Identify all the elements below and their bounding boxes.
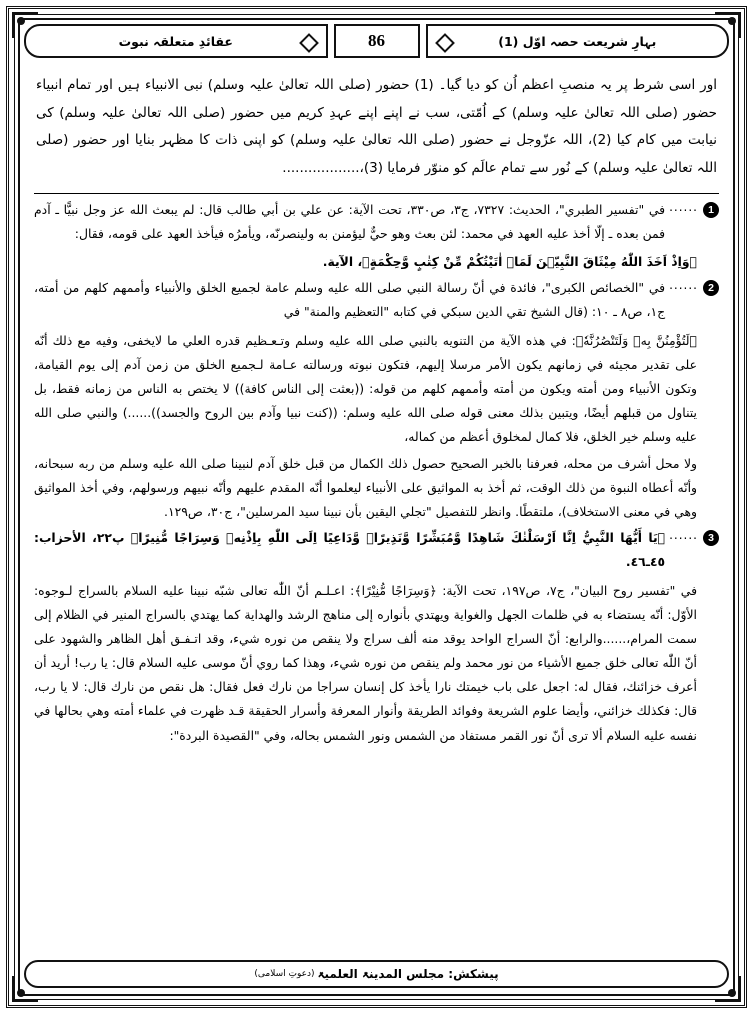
footnote-number-1: 1 — [703, 202, 719, 218]
footnote-2 — [34, 276, 719, 324]
arabic-body-paragraph-1: ﴿لَتُؤْمِنُنَّ بِهٖ وَلَتَنْصُرُنَّهٗ﴾: في هذه الآية من التنويه بالنبي صلى الله عليه وسلم وتـعـظيم قدره العلي ما لايخفى، وفيه مع ذلك أنّه على تقدير مجيئه في زمانهم يكون الأمر مرسلا إليهم، فتكون نبوته ورسالته عـامة لـجميع الخلق من زمن آدم إلى يوم القيامة، وتكون الأنبياء ومن أمته ويكون من أمته وأممهم كلهم من قوله: ((بعثت إلى الناس كافة)) لا يختص به الناس من زمانه فقط، بل يتناول من قبلهم أيضًا، ويتبين بذلك معنى قوله صلى الله عليه وسلم: ((كنت نبيا وآدم بين الروح والجسد))......) والنبي صلى الله عليه وسلم خير الخلق، فلا كمال لمخلوق أعظم من كماله، — [34, 332, 697, 445]
main-urdu-paragraph: اور اسی شرط پر یہ منصبِ اعظم اُن کو دیا گیا۔ (1) حضور (صلی اللہ تعالیٰ علیہ وسلم) نبی الانبیاء ہیں اور تمام انبیاء حضور (صلی اللہ تعالیٰ علیہ وسلم) کے اُمّتی، سب نے اپنے اپنے عہدِ کریم میں حضور (صلی اللہ تعالیٰ علیہ وسلم) کی نیابت میں کام کیا (2)، اللہ عزّوجل نے حضور (صلی اللہ تعالیٰ علیہ وسلم) کو اپنی ذات کا مظہر بنایا اور حضور (صلی اللہ تعالیٰ علیہ وسلم) کے نُور سے تمام عالَم کو منوّر فرمایا (3)،.................. — [36, 77, 718, 177]
page-number: 86 — [334, 24, 420, 58]
footnote-leader-3: ...... — [669, 528, 698, 543]
footnote-number-3: 3 — [703, 530, 719, 546]
footnote-3 — [34, 526, 719, 574]
page-content — [34, 66, 719, 952]
page-header — [24, 24, 729, 58]
footnote-leader-2: ...... — [669, 278, 698, 293]
diamond-ornament-icon — [435, 33, 455, 53]
header-chapter-title-text: عقائدِ متعلقہ نبوت — [118, 33, 233, 49]
arabic-body-paragraph-3: في "تفسير روح البيان"، ج٧، ص١٩٧، تحت الآية: ﴿وَسِرَاجًا مُّنِيْرًا﴾: اعـلـم أنّ اللّٰه تعالى شبّه نبينا عليه السلام بالسراج لـوجوه: الأوّل: أنّه يستضاء به في ظلمات الجهل والغواية ويهتدي بأنواره إلى مناهج الرشد والهداية كما يهتدي بالسراج المنير في الظلام إلى سمت المرام،......والرابع: أنّ السراج الواحد يوقد منه ألف سراج ولا ينقص من نوره شيء، وقد اتـفـق أهل الظاهر والشهود على أنّ اللّٰه تعالى خلق جميع الأشياء من نور محمد ولم ينقص من نوره شيء، وهذا كما روي أنّ موسى عليه السلام قال: يا رب! أريد أن أعرف خزائنك، فقال له: اجعل على باب خيمتك نارا يأخذ كل إنسان سراجا من نارك فعل فقال: هل نقص من نارك قال: لا يا رب، قال: فكذلك خزائني، وأيضا علوم الشريعة وفوائد الطريقة وأنوار المعرفة وأسرار الحقيقة قـد ظهرت في علماء أمته وهي بحالها في نفسه عليه السلام ألا ترى أنّ نور القمر مستفاد من الشمس ونور الشمس بحاله، وفي "القصيدة البردة": — [34, 582, 697, 743]
header-book-title-text: بہارِ شریعت حصہ اوّل (1) — [498, 33, 657, 49]
footer-publisher-subtext: (دعوتِ اسلامی) — [254, 969, 315, 979]
footnote-divider — [34, 193, 719, 194]
footnote-number-2: 2 — [703, 280, 719, 296]
header-chapter-title — [24, 24, 328, 58]
footnote-leader-1: ...... — [669, 199, 698, 214]
footnote-text-3: ﴿يَا أَيُّهَا النَّبِيُّ اِنَّا اَرْسَلْنٰكَ شَاهِدًا وَّمُبَشِّرًا وَّنَذِيرًاۙ وَّدَاعِيًا اِلَى اللّٰهِ بِاِذْنِهٖ وَسِرَاجًا مُّنِيرًا﴾ پ٢٢، الأحزاب: ٤٥ـ٤٦. — [34, 530, 666, 570]
header-book-title — [426, 24, 730, 58]
footnote-text-2: في "الخصائص الكبرى"، فائدة في أنّ رسالة النبي صلى الله عليه وسلم عامة لجميع الخلق والأنبياء وأممهم كلهم من أمته، ج١، ص٨ ـ ١٠: (قال الشيخ تقي الدين سبكي في كتابه "التعظيم والمنة" في — [34, 280, 666, 320]
footer-publisher — [24, 960, 729, 988]
page-footer — [24, 960, 729, 988]
footer-publisher-text: پیشکش: مجلس المدینۃ العلمیۃ — [317, 967, 499, 981]
diamond-ornament-icon — [299, 33, 319, 53]
footnote-text-1: في "تفسير الطبري"، الحديث: ٧٣٢٧، ج٣، ص٣٣٠، تحت الآية: عن علي بن أبي طالب قال: لم يبعث الله عز وجل نبيًّا ـ آدم فمن بعده ـ إلّا أخذ عليه العهد في محمد: لئن بعث وهو حيٌّ ليؤمنن به ولينصرنّه، ويأمرُه فيأخذ العهد على قومه، فقال: — [34, 201, 666, 241]
footnote-1 — [34, 198, 719, 246]
arabic-body-paragraph-2: ولا محل أشرف من محله، فعرفنا بالخبر الصحيح حصول ذلك الكمال من قبل خلق آدم لنبينا صلى الله عليه وسلم من ربه سبحانه، وأنّه أعطاه النبوة من ذلك الوقت، ثم أخذ به المواثيق على الأنبياء ليعلموا أنّه المقدم عليهم وأنّه نبيهم ورسولهم، وفي أخذ المواثيق وهي في معنى الاستخلاف)، ملتقطًا. وانظر للتفصيل "تجلي اليقين بأن نبينا سيد المرسلين"، ج٣٠، ص١٢٩. — [34, 455, 697, 519]
quran-verse-1: ﴿وَاِذْ اَخَذَ اللّٰهُ مِيْثَاقَ النَّبِیّٖنَ لَمَاۤ اٰتَيْتُكُمْ مِّنْ كِتٰبٍ وَّحِكْمَةٍ﴾، الآية. — [322, 254, 697, 270]
